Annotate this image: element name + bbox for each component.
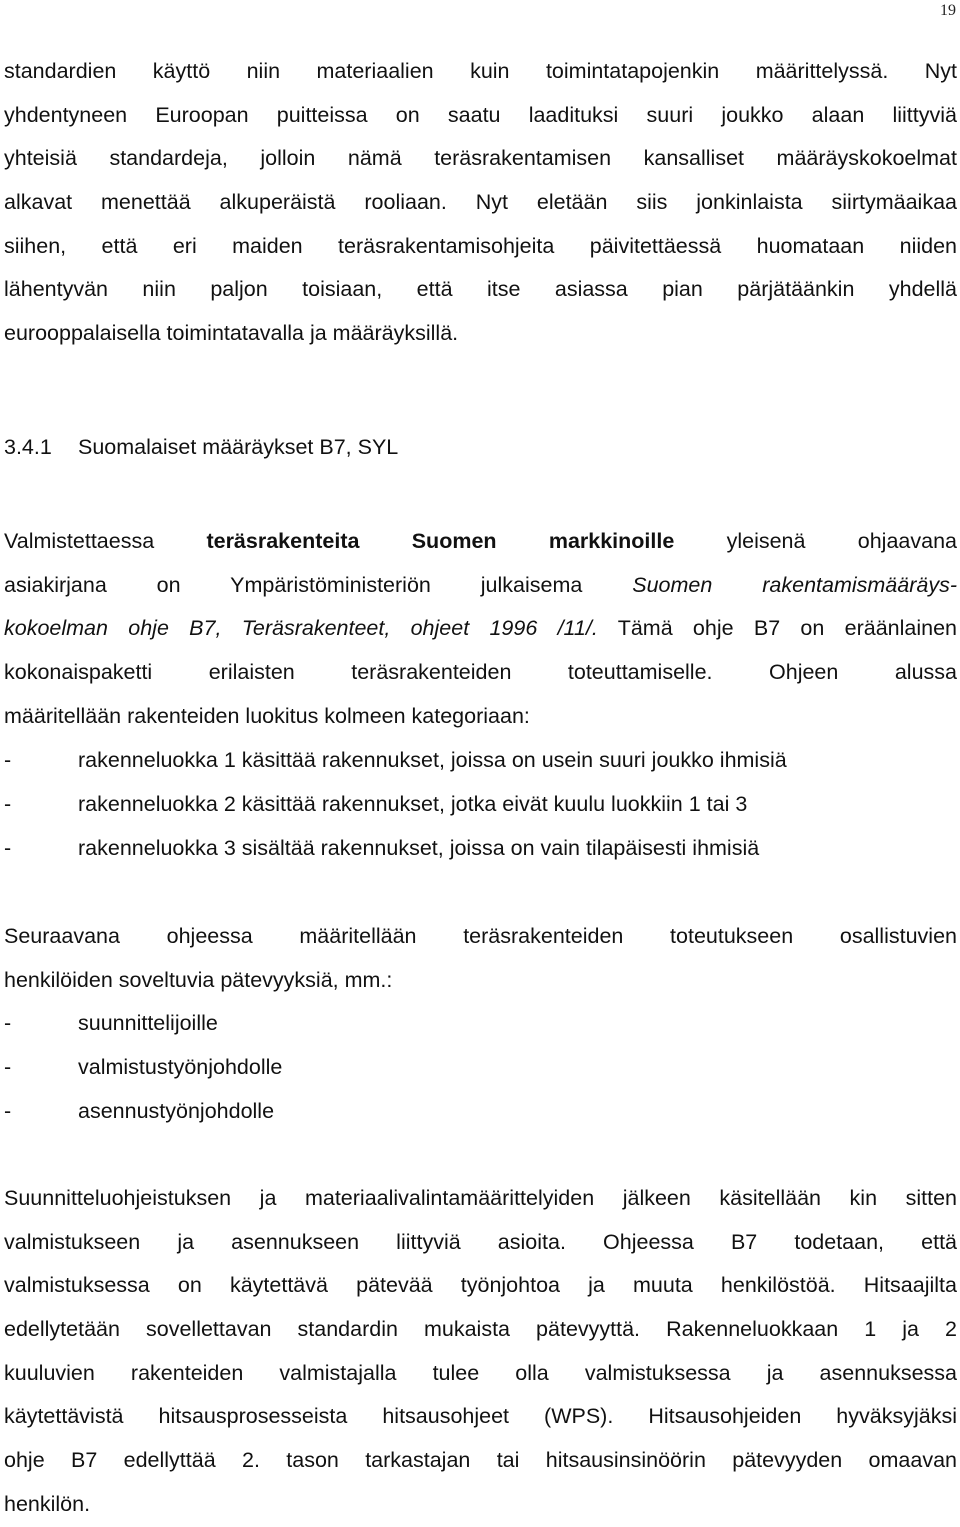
text-run: Tämä ohje B7 on eräänlainen — [597, 616, 957, 641]
text-line: valmistuksessa on käytettävä pätevää työnjohtoa ja muuta henkilöstöä. Hitsaajilta — [4, 1273, 957, 1298]
text-line — [4, 564, 957, 608]
list-item — [4, 827, 957, 871]
bold-run: teräsrakenteita Suomen markkinoille — [206, 529, 675, 553]
text-run: yleisenä ohjaavana — [674, 529, 957, 553]
text-line: alkavat menettää alkuperäistä rooliaan. Nyt eletään siis jonkinlaista siirtymäaikaa — [4, 190, 957, 215]
text-line: lähentyvän niin paljon toisiaan, että itse asiassa pian pärjätäänkin yhdellä — [4, 277, 957, 302]
text-line: määritellään rakenteiden luokitus kolmeen kategoriaan: — [4, 703, 530, 728]
text-line: käytettävistä hitsausprosesseista hitsausohjeet (WPS). Hitsausohjeiden hyväksyjäksi — [4, 1404, 957, 1429]
list-item-text: suunnittelijoille — [78, 1011, 218, 1035]
list-item-text: valmistustyönjohdolle — [78, 1055, 283, 1079]
italic-run: Suomen rakentamismääräys- — [632, 572, 957, 597]
paragraph-b7 — [4, 520, 957, 738]
list-roles — [4, 1002, 957, 1134]
list-item-text: rakenneluokka 2 käsittää rakennukset, jotka eivät kuulu luokkiin 1 tai 3 — [78, 792, 748, 816]
italic-run: kokoelman ohje B7, Teräsrakenteet, ohjeet 1996 /11/. — [4, 616, 598, 641]
text-line: standardien käyttö niin materiaalien kuin toimintatapojenkin määrittelyssä. Nyt — [4, 59, 957, 83]
paragraph-qualifications — [4, 915, 957, 1002]
section-title: Suomalaiset määräykset B7, SYL — [78, 435, 399, 459]
list-item-text: asennustyönjohdolle — [78, 1099, 275, 1123]
text-line: ohje B7 edellyttää 2. tason tarkastajan tai hitsausinsinöörin pätevyyden omaavan — [4, 1448, 957, 1473]
text-run: Valmistettaessa — [4, 529, 207, 553]
text-line — [4, 520, 957, 564]
text-run: asiakirjana on Ympäristöministeriön julkaisema — [4, 572, 633, 597]
text-line: henkilöiden soveltuvia pätevyyksiä, mm.: — [4, 967, 393, 992]
text-line: valmistukseen ja asennukseen liittyviä asioita. Ohjeessa B7 todetaan, että — [4, 1229, 957, 1254]
text-line: siihen, että eri maiden teräsrakentamisohjeita päivitettäessä huomataan niiden — [4, 233, 957, 258]
text-line: eurooppalaisella toimintatavalla ja määräyksillä. — [4, 321, 459, 346]
list-dash: - — [4, 1011, 12, 1035]
text-line: Suunnitteluohjeistuksen ja materiaalivalintamäärittelyiden jälkeen käsitellään kin sitten — [4, 1186, 957, 1210]
text-line: kokonaispaketti erilaisten teräsrakenteiden toteuttamiselle. Ohjeen alussa — [4, 660, 957, 685]
paragraph-manufacturing — [4, 1177, 957, 1527]
text-line: henkilön. — [4, 1491, 91, 1516]
list-item — [4, 1002, 957, 1046]
text-line: Seuraavana ohjeessa määritellään teräsrakenteiden toteutukseen osallistuvien — [4, 924, 957, 948]
page-number: 19 — [940, 2, 956, 19]
list-item-text: rakenneluokka 1 käsittää rakennukset, joissa on usein suuri joukko ihmisiä — [78, 748, 787, 772]
text-line: edellytetään sovellettavan standardin mukaista pätevyyttä. Rakenneluokkaan 1 ja 2 — [4, 1317, 957, 1342]
list-dash: - — [4, 836, 12, 860]
list-item — [4, 783, 957, 827]
list-dash: - — [4, 1099, 12, 1123]
list-item — [4, 1046, 957, 1090]
text-line: yhteisiä standardeja, jolloin nämä teräsrakentamisen kansalliset määräyskokoelmat — [4, 146, 957, 171]
list-item — [4, 739, 957, 783]
list-item-text: rakenneluokka 3 sisältää rakennukset, joissa on vain tilapäisesti ihmisiä — [78, 836, 760, 860]
text-line: yhdentyneen Euroopan puitteissa on saatu laadituksi suuri joukko alaan liittyviä — [4, 102, 957, 127]
list-structure-classes — [4, 739, 957, 871]
paragraph-intro — [4, 50, 957, 356]
section-number: 3.4.1 — [4, 435, 52, 459]
list-dash: - — [4, 1055, 12, 1079]
list-dash: - — [4, 792, 12, 816]
text-line: kuuluvien rakenteiden valmistajalla tulee olla valmistuksessa ja asennuksessa — [4, 1360, 957, 1385]
list-item — [4, 1090, 957, 1134]
text-line — [4, 607, 957, 651]
section-heading — [4, 426, 398, 470]
list-dash: - — [4, 748, 12, 772]
